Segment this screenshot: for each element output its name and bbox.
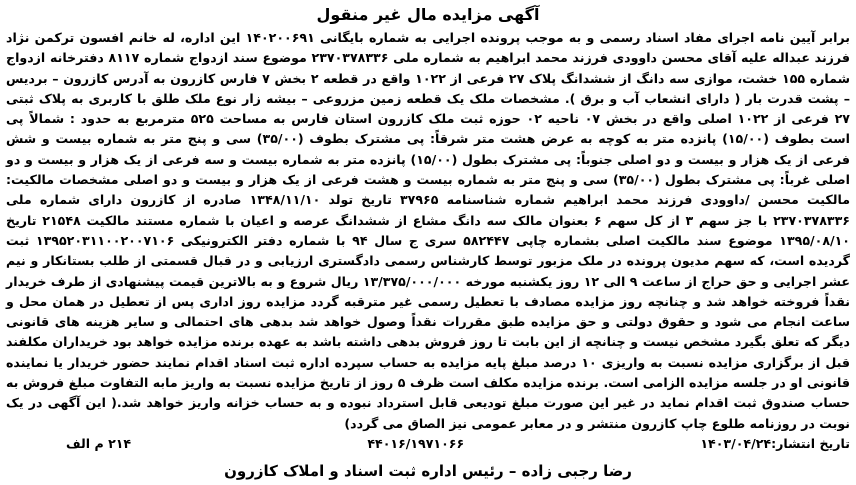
notice-meta <box>6 434 850 454</box>
notice-body: برابر آیین نامه اجرای مفاد اسناد رسمی و به موجب پرونده اجرایی به شماره بایگانی ۱۴۰۲۰۰۶۹۱ این اداره، له خانم افسون ترکمن نژاد فرزند عبداله علیه آقای محسن داوودی فرزند محمد ابراهیم به شماره ملی ۲۳۷۰۳۷۸۳۳۶ موضوع سند ازدواج شماره ۸۱۱۷ دفترخانه ازدواج شماره ۱۵۵ خشت، موازی سه دانگ از ششدانگ پلاک ۲۷ فرعی از ۱۰۲۲ واقع در قطعه ۲ بخش ۷ فارس کازرون به آدرس کازرون – بردیس – پشت قدرت بار ( دارای انشعاب آب و برق ). مشخصات ملک یک قطعه زمین مزروعی – بیشه زار نوع ملک طلق با کاربری به پلاک ثبتی ۲۷ فرعی از ۱۰۲۲ اصلی واقع در بخش ۰۷ ناحیه ۰۲ حوزه ثبت ملک کازرون استان فارس به مساحت ۵۲۵ مترمربع به حدود : شمالاً پی است بطوف (۱۵/۰۰) پانزده متر به کوچه به عرض هشت متر شرقاً: پی مشترک بطوف (۳۵/۰۰) سی و پنج متر به شماره بیست و شش فرعی از یک هزار و بیست و دو اصلی جنوباً: پی مشترک بطول (۱۵/۰۰) پانزده متر به شماره بیست و سه فرعی از یک هزار و بیست و دو اصلی غرباً: پی مشترک بطول (۳۵/۰۰) سی و پنج متر به شماره بیست و هشت فرعی از یک هزار و بیست و دو اصلی مشخصات مالکیت: مالکیت محسن /داوودی فرزند محمد ابراهیم شماره شناسنامه ۳۷۹۶۵ تاریخ تولد ۱۳۴۸/۱۱/۱۰ صادره از کازرون دارای شماره ملی ۲۳۷۰۳۷۸۳۳۶ با جز سهم ۳ از کل سهم ۶ بعنوان مالک سه دانگ مشاع از ششدانگ عرصه و اعیان با شماره مستند مالکیت ۲۱۵۴۸ تاریخ ۱۳۹۵/۰۸/۱۰ موضوع سند مالکیت اصلی بشماره چاپی ۵۸۲۴۴۷ سری ج سال ۹۴ با شماره دفتر الکترونیکی ۱۳۹۵۲۰۳۱۱۰۰۲۰۰۷۱۰۶ ثبت گردیده است، که سهم مدیون پرونده در ملک مزبور توسط کارشناس رسمی دادگستری ارزیابی و در قبال قسمتی از طلب بستانکار و نیم عشر اجرایی و حق حراج از ساعت ۹ الی ۱۲ روز یکشنبه مورخه ۱۳/۳۷۵/۰۰۰/۰۰۰ ریال شروع و به بالاترین قیمت پیشنهادی از طرف خریدار نقداً فروخته خواهد شد و چنانچه روز مزایده مصادف با تعطیل رسمی غیر مترقبه گردد مزایده روز اداری پس از تعطیل در همان محل و ساعت انجام می شود و حقوق دولتی و حق مزایده طبق مقررات نقداً وصول خواهد شد بدهی های احتمالی و سایر هزینه های قانونی دیگر که تعلق بگیرد مشخص نیست و چنانچه از این بابت تا روز فروش بدهی داشته باشد به عهده برنده مزایده خواهد بود خریداران مکلفند قبل از برگزاری مزایده نسبت به واریزی ۱۰ درصد مبلغ پایه مزایده به حساب سپرده اداره ثبت اسناد اقدام نمایند حضور خریدار یا نماینده قانونی او در جلسه مزایده الزامی است. برنده مزایده مکلف است ظرف ۵ روز از تاریخ مزایده نسبت به واریز مابه التفاوت مبلغ فروش به حساب صندوق ثبت اقدام نماید در غیر این صورت مبلغ تودیعی قابل استرداد نبوده و به حساب خزانه واریز خواهد شد.( این آگهی در یک نوبت در روزنامه طلوع چاپ کازرون منتشر و در معابر عمومی نیز الصاق می گردد) <box>6 30 850 431</box>
tracking-code: ۴۴۰۱۶/۱۹۷۱۰۶۶ <box>367 435 465 451</box>
notice-title: آگهی مزایده مال غیر منقول <box>316 5 540 24</box>
reference-number: ۲۱۴ م الف <box>66 435 132 451</box>
publish-date: تاریخ انتشار:۱۴۰۳/۰۴/۲۴ <box>700 435 850 451</box>
signature-line: رضا رجبی زاده – رئیس اداره ثبت اسناد و املاک کازرون <box>224 461 632 480</box>
